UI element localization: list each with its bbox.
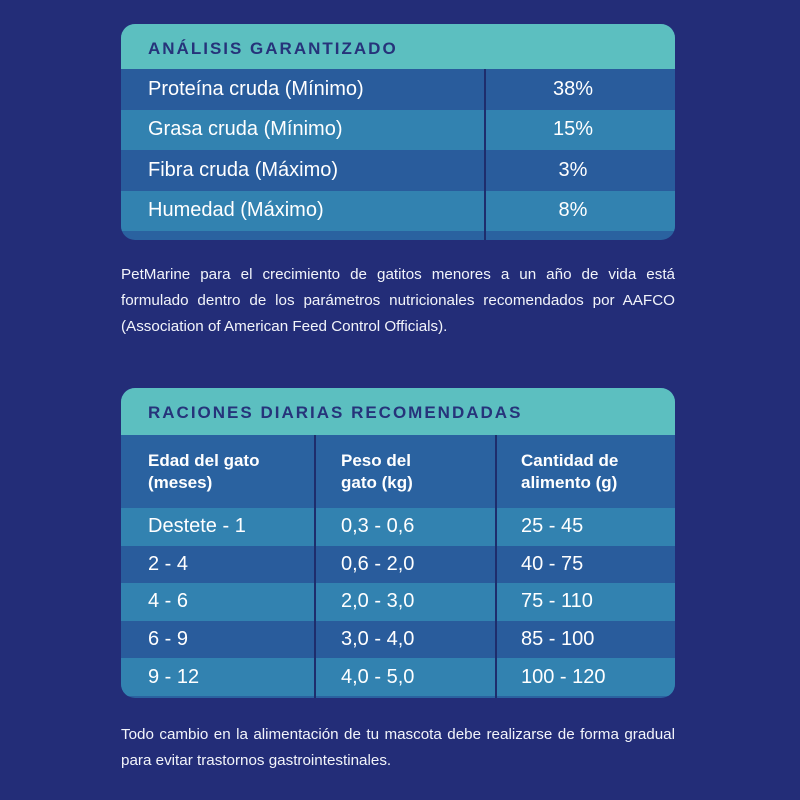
rations-header-row: [121, 435, 675, 508]
cell-weight: 0,3 - 0,6: [341, 515, 415, 538]
header-weight-line1: Peso del: [341, 450, 411, 470]
analysis-value: 15%: [552, 118, 594, 141]
analysis-value: 3%: [558, 158, 588, 181]
cell-amount: 85 - 100: [521, 628, 595, 651]
header-amount-line1: Cantidad de: [521, 450, 619, 470]
analysis-row: [121, 150, 675, 191]
header-amount-line2: alimento (g): [521, 472, 618, 492]
analysis-label: Fibra cruda (Máximo): [148, 158, 339, 181]
cell-weight: 2,0 - 3,0: [341, 590, 415, 613]
cell-amount: 40 - 75: [521, 552, 584, 575]
guaranteed-analysis-table: [121, 24, 675, 240]
cell-age: 9 - 12: [148, 665, 200, 688]
column-divider: [495, 435, 497, 698]
table-row: [121, 583, 675, 621]
header-amount: [495, 450, 675, 494]
table-row: [121, 546, 675, 584]
analysis-title: ANÁLISIS GARANTIZADO: [121, 24, 675, 69]
cell-amount: 100 - 120: [521, 665, 606, 688]
cell-age: 2 - 4: [148, 552, 189, 575]
header-weight: [314, 450, 495, 494]
analysis-row: [121, 69, 675, 110]
header-age: [121, 450, 314, 494]
daily-rations-table: [121, 388, 675, 698]
cell-amount: 75 - 110: [521, 590, 593, 613]
table-row: [121, 621, 675, 659]
cell-weight: 4,0 - 5,0: [341, 665, 415, 688]
cell-age: 6 - 9: [148, 628, 189, 651]
column-divider: [484, 69, 486, 240]
analysis-value: 38%: [552, 77, 594, 100]
cell-age: 4 - 6: [148, 590, 189, 613]
header-age-line2: (meses): [148, 472, 213, 492]
header-weight-line2: gato (kg): [341, 472, 413, 492]
header-age-line1: Edad del gato: [148, 450, 260, 470]
analysis-label: Proteína cruda (Mínimo): [148, 77, 364, 100]
analysis-label: Grasa cruda (Mínimo): [148, 118, 343, 141]
analysis-value: 8%: [558, 199, 588, 222]
feeding-change-note: Todo cambio en la alimentación de tu mascota debe realizarse de forma gradual para evitar trastornos gastrointestinales.: [121, 726, 675, 769]
analysis-label: Humedad (Máximo): [148, 199, 324, 222]
table-row: [121, 658, 675, 696]
analysis-row: [121, 191, 675, 232]
table-row: [121, 508, 675, 546]
rations-title: RACIONES DIARIAS RECOMENDADAS: [121, 388, 675, 435]
cell-amount: 25 - 45: [521, 515, 584, 538]
cell-weight: 3,0 - 4,0: [341, 628, 415, 651]
cell-weight: 0,6 - 2,0: [341, 552, 415, 575]
column-divider: [314, 435, 316, 698]
cell-age: Destete - 1: [148, 515, 246, 538]
aafco-statement: PetMarine para el crecimiento de gatitos menores a un año de vida está formulado dentro de los parámetros nutricionales recomendados por AAFCO (Association of American Feed Control Officials).: [121, 266, 675, 335]
analysis-row: [121, 110, 675, 151]
